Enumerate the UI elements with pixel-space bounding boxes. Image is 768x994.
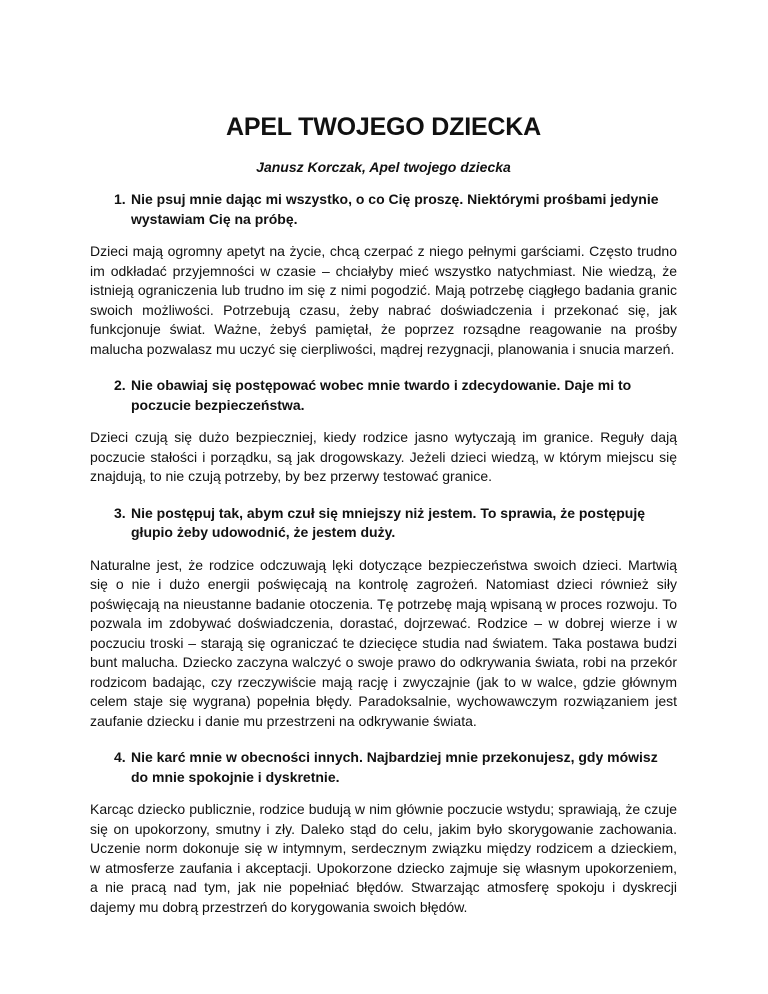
numbered-heading [90, 504, 677, 543]
heading-number: 1. [114, 191, 126, 207]
page-title: APEL TWOJEGO DZIECKA [225, 113, 541, 141]
body-paragraph: Naturalne jest, że rodzice odczuwają lęki dotyczące bezpieczeństwa swoich dzieci. Martwią się o nie i dużo energii poświęcają na kontrolę zagrożeń. Natomiast dzieci również siły poświęcają na nieustanne badanie otoczenia. Tę potrzebę mają wpisaną w proces rozwoju. To pozwala im zdobywać doświadczenia, dorastać, dojrzewać. Rodzice – w dobrej wierze i w poczuciu troski – starają się ograniczać te dziecięce studia nad światem. Taka postawa budzi bunt malucha. Dziecko zaczyna walczyć o swoje prawo do odkrywania świata, robi na przekór rodzicom badając, czy rzeczywiście mają rację i zwyczajnie (jak to w walce, gdzie głównym celem staje się wygrana) popełnia błędy. Paradoksalnie, wychowawczym rozwiązaniem jest zaufanie dziecku i danie mu przestrzeni na odkrywanie świata. [90, 556, 677, 729]
heading-text: Nie obawiaj się postępować wobec mnie twardo i zdecydowanie. Daje mi to poczucie bezpieczeństwa. [131, 377, 632, 413]
body-paragraph: Dzieci mają ogromny apetyt na życie, chcą czerpać z niego pełnymi garściami. Często trudno im odkładać przyjemności w czasie – chciałyby mieć wszystko natychmiast. Nie wiedzą, że istnieją ograniczenia lub trudno im się z nimi pogodzić. Mają potrzebę ciągłego badania granic swoich możliwości. Potrzebują czasu, żeby nabrać doświadczenia i przekonać się, jak funkcjonuje świat. Ważne, żebyś pamiętał, że poprzez rozsądne reagowanie na prośby malucha pozwalasz mu uczyć się cierpliwości, mądrej rezygnacji, planowania i snucia marzeń. [90, 243, 677, 357]
heading-text: Nie karć mnie w obecności innych. Najbardziej mnie przekonujesz, gdy mówisz do mnie spokojnie i dyskretnie. [131, 749, 658, 785]
numbered-heading [90, 748, 677, 787]
heading-text: Nie postępuj tak, abym czuł się mniejszy niż jestem. To sprawia, że postępuję głupio żeby udowodnić, że jestem duży. [131, 504, 646, 540]
author-line: Janusz Korczak, Apel twojego dziecka [256, 159, 511, 175]
body-paragraph: Karcąc dziecko publicznie, rodzice budują w nim głównie poczucie wstydu; sprawiają, że czuje się on upokorzony, smutny i zły. Daleko stąd do celu, jakim było skorygowanie zachowania. Uczenie norm dokonuje się w intymnym, serdecznym związku między rodzicem a dzieckiem, w atmosferze zaufania i akceptacji. Upokorzone dziecko zajmuje się własnym upokorzeniem, a nie pracą nad tym, jak nie popełniać błędów. Stwarzając atmosferę spokoju i dyskrecji dajemy mu dobrą przestrzeń do korygowania swoich błędów. [90, 801, 677, 915]
heading-number: 4. [114, 749, 126, 765]
numbered-heading [90, 190, 677, 229]
numbered-heading [90, 376, 677, 415]
body-paragraph: Dzieci czują się dużo bezpieczniej, kiedy rodzice jasno wytyczają im granice. Reguły dają poczucie stałości i porządku, są jak drogowskazy. Jeżeli dzieci wiedzą, w którym miejscu się znajdują, to nie czują potrzeby, by bez przerwy testować granice. [90, 429, 677, 484]
heading-number: 2. [114, 377, 126, 393]
heading-number: 3. [114, 504, 126, 521]
heading-text: Nie psuj mnie dając mi wszystko, o co Cię proszę. Niektórymi prośbami jedynie wystawiam Cię na próbę. [131, 191, 659, 227]
